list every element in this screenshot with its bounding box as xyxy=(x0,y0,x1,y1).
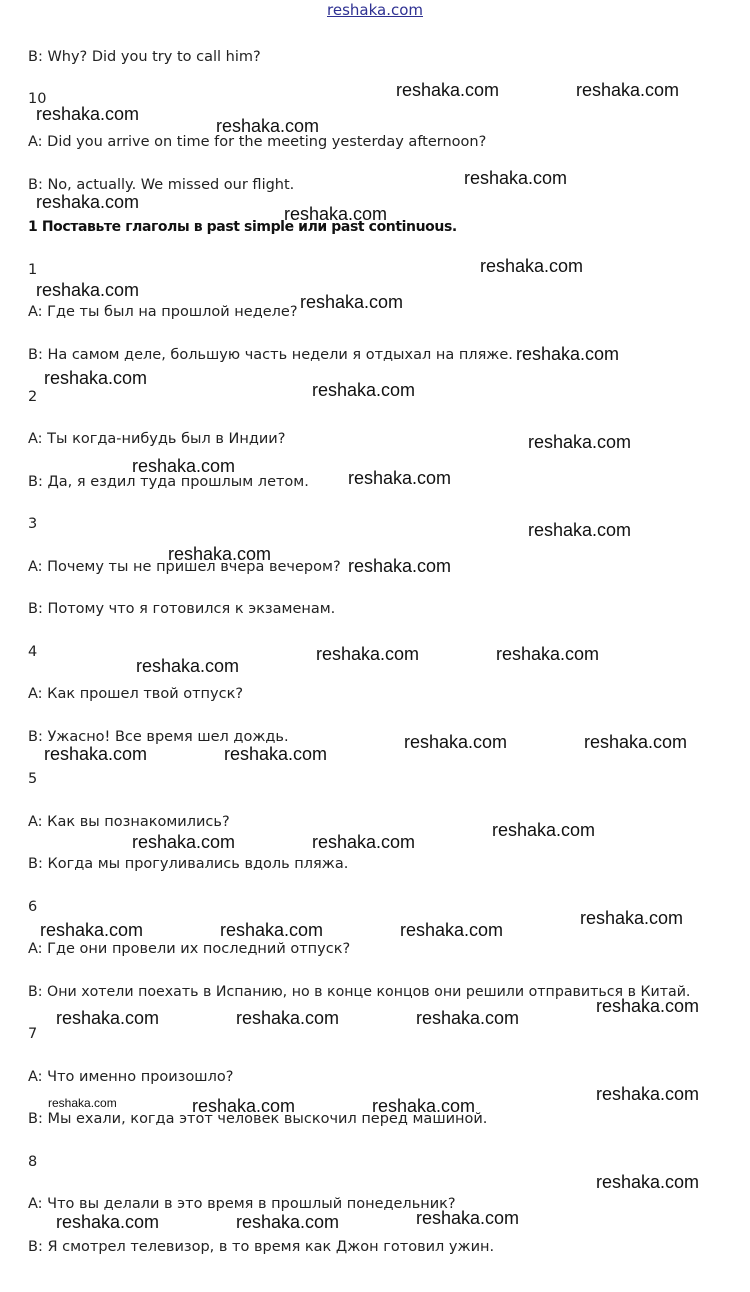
item-number-7: 7 xyxy=(28,1026,38,1042)
dialogue-line-a-5: A: Как вы познакомились? xyxy=(28,814,230,830)
dialogue-line-b-prev: B: Why? Did you try to call him? xyxy=(28,49,261,65)
watermark: reshaka.com xyxy=(44,744,148,764)
exercise-heading: 1 Поставьте глаголы в past simple или past continuous. xyxy=(28,219,457,235)
dialogue-line-a-1: A: Где ты был на прошлой неделе? xyxy=(28,304,298,320)
item-number-8: 8 xyxy=(28,1154,38,1170)
header-site-link[interactable]: reshaka.com xyxy=(327,1,423,19)
dialogue-line-b-4: B: Ужасно! Все время шел дождь. xyxy=(28,729,289,745)
watermark: reshaka.com xyxy=(576,80,680,100)
dialogue-line-b-3: B: Потому что я готовился к экзаменам. xyxy=(28,601,336,617)
item-number-2: 2 xyxy=(28,389,38,405)
watermark: reshaka.com xyxy=(56,1008,160,1028)
watermark: reshaka.com xyxy=(404,732,508,752)
dialogue-line-a-2: A: Ты когда-нибудь был в Индии? xyxy=(28,431,286,447)
dialogue-line-b-2: B: Да, я ездил туда прошлым летом. xyxy=(28,474,309,490)
watermark: reshaka.com xyxy=(216,116,320,136)
dialogue-line-a-10: A: Did you arrive on time for the meeting yesterday afternoon? xyxy=(28,134,487,150)
watermark: reshaka.com xyxy=(192,1096,296,1116)
item-number-3: 3 xyxy=(28,516,38,532)
watermark: reshaka.com xyxy=(136,656,240,676)
watermark-small: reshaka.com xyxy=(48,1096,117,1110)
watermark: reshaka.com xyxy=(480,256,584,276)
watermark: reshaka.com xyxy=(236,1008,340,1028)
watermark: reshaka.com xyxy=(284,204,388,224)
dialogue-line-a-3: A: Почему ты не пришел вчера вечером? xyxy=(28,559,341,575)
watermark: reshaka.com xyxy=(584,732,688,752)
watermark: reshaka.com xyxy=(220,920,324,940)
watermark: reshaka.com xyxy=(492,820,596,840)
watermark: reshaka.com xyxy=(372,1096,476,1116)
watermark: reshaka.com xyxy=(596,1172,700,1192)
watermark: reshaka.com xyxy=(44,368,148,388)
watermark: reshaka.com xyxy=(528,432,632,452)
watermark: reshaka.com xyxy=(464,168,568,188)
watermark: reshaka.com xyxy=(56,1212,160,1232)
item-number-6: 6 xyxy=(28,899,38,915)
dialogue-line-b-5: B: Когда мы прогуливались вдоль пляжа. xyxy=(28,856,349,872)
watermark: reshaka.com xyxy=(596,996,700,1016)
watermark: reshaka.com xyxy=(224,744,328,764)
item-number-1: 1 xyxy=(28,262,38,278)
dialogue-line-a-8: A: Что вы делали в это время в прошлый понедельник? xyxy=(28,1196,456,1212)
watermark: reshaka.com xyxy=(580,908,684,928)
item-number-10: 10 xyxy=(28,91,47,107)
watermark: reshaka.com xyxy=(496,644,600,664)
dialogue-line-b-1: B: На самом деле, большую часть недели я отдыхал на пляже. xyxy=(28,347,513,363)
dialogue-line-a-7: A: Что именно произошло? xyxy=(28,1069,234,1085)
item-number-4: 4 xyxy=(28,644,38,660)
watermark: reshaka.com xyxy=(312,832,416,852)
watermark: reshaka.com xyxy=(132,456,236,476)
dialogue-line-a-4: A: Как прошел твой отпуск? xyxy=(28,686,244,702)
dialogue-line-b-10: B: No, actually. We missed our flight. xyxy=(28,177,295,193)
watermark: reshaka.com xyxy=(400,920,504,940)
watermark: reshaka.com xyxy=(348,468,452,488)
dialogue-line-b-7: B: Мы ехали, когда этот человек выскочил перед машиной. xyxy=(28,1111,488,1127)
dialogue-line-a-6: A: Где они провели их последний отпуск? xyxy=(28,941,351,957)
watermark: reshaka.com xyxy=(40,920,144,940)
watermark: reshaka.com xyxy=(396,80,500,100)
watermark: reshaka.com xyxy=(132,832,236,852)
watermark: reshaka.com xyxy=(416,1008,520,1028)
item-number-5: 5 xyxy=(28,771,38,787)
dialogue-line-b-8: B: Я смотрел телевизор, в то время как Джон готовил ужин. xyxy=(28,1239,495,1255)
watermark: reshaka.com xyxy=(36,104,140,124)
dialogue-line-b-6: B: Они хотели поехать в Испанию, но в конце концов они решили отправиться в Китай. xyxy=(28,984,691,1000)
watermark: reshaka.com xyxy=(168,544,272,564)
watermark: reshaka.com xyxy=(300,292,404,312)
watermark: reshaka.com xyxy=(596,1084,700,1104)
watermark: reshaka.com xyxy=(416,1208,520,1228)
watermark: reshaka.com xyxy=(516,344,620,364)
watermark: reshaka.com xyxy=(236,1212,340,1232)
watermark: reshaka.com xyxy=(312,380,416,400)
watermark: reshaka.com xyxy=(36,192,140,212)
watermark: reshaka.com xyxy=(348,556,452,576)
watermark: reshaka.com xyxy=(36,280,140,300)
watermark: reshaka.com xyxy=(528,520,632,540)
watermark: reshaka.com xyxy=(316,644,420,664)
